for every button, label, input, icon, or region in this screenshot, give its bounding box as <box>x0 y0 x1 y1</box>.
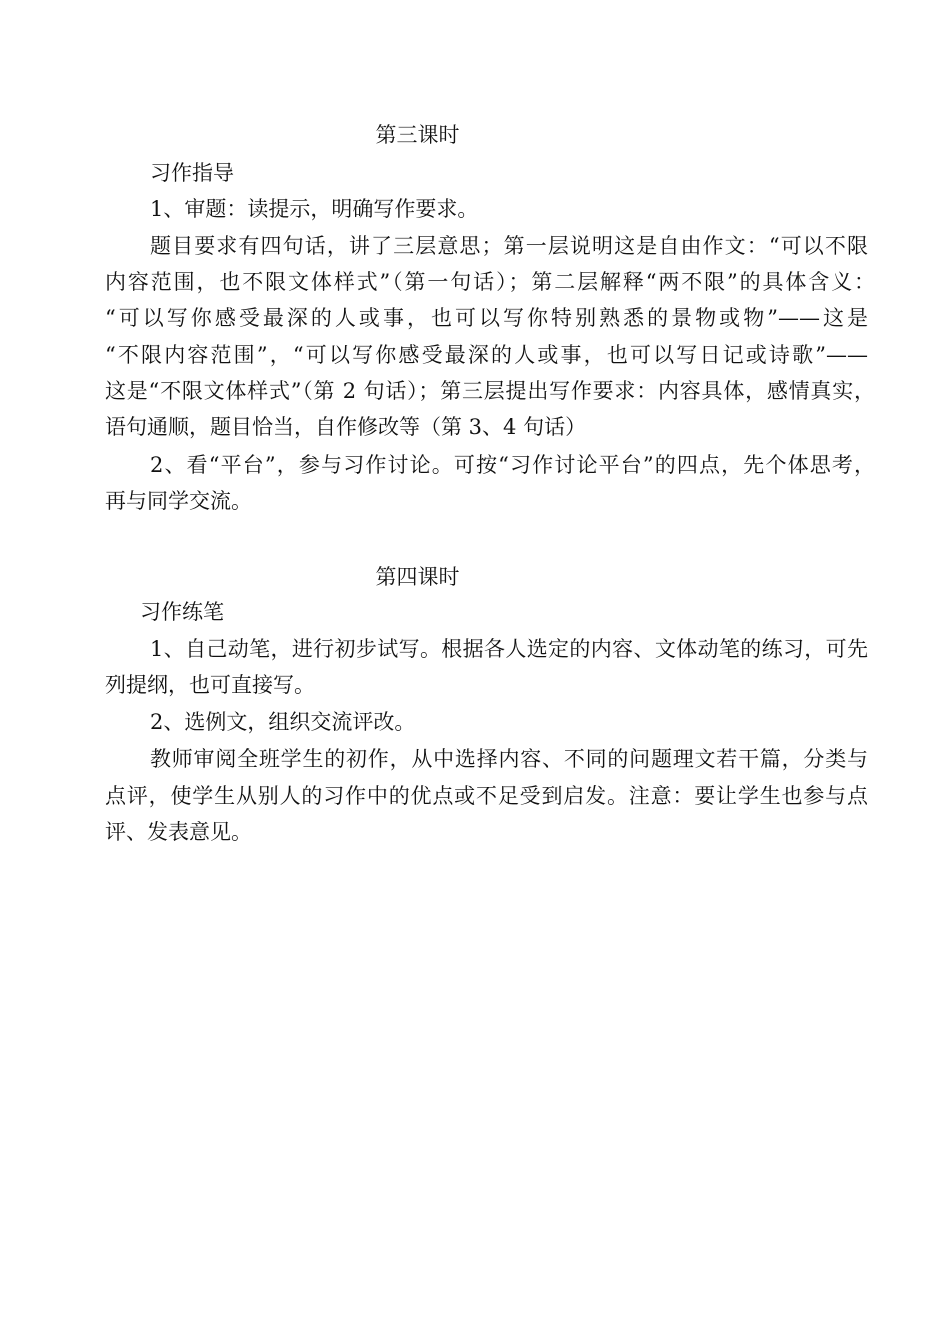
section4-subtitle: 习作练笔 <box>140 600 224 624</box>
section4-item2: 2、选例文，组织交流评改。 <box>150 710 416 734</box>
section3-para1-line3: “可以写你感受最深的人或事，也可以写你特别熟悉的景物或物”——这是 <box>105 306 868 330</box>
section3-para1-line6: 语句通顺，题目恰当，自作修改等（第 3、4 句话） <box>105 415 587 439</box>
section3-para1-line2: 内容范围，也不限文体样式”（第一句话）；第二层解释“两不限”的具体含义： <box>105 270 875 294</box>
section4-para1-line3: 评、发表意见。 <box>105 820 252 844</box>
section4-para1-line2: 点评，使学生从别人的习作中的优点或不足受到启发。注意：要让学生也参与点 <box>105 784 868 808</box>
section3-title: 第三课时 <box>375 123 460 147</box>
section4-item1-line2: 列提纲，也可直接写。 <box>105 673 315 697</box>
section3-subtitle: 习作指导 <box>150 161 234 185</box>
section3-item1: 1、审题：读提示，明确写作要求。 <box>150 197 479 221</box>
section4-item1-line1: 1、自己动笔，进行初步试写。根据各人选定的内容、文体动笔的练习，可先 <box>150 637 868 661</box>
section3-item2-line1: 2、看“平台”，参与习作讨论。可按“习作讨论平台”的四点，先个体思考， <box>150 453 875 477</box>
section3-para1-line4: “不限内容范围”，“可以写你感受最深的人或事，也可以写日记或诗歌”—— <box>105 343 868 367</box>
section4-title: 第四课时 <box>375 565 460 589</box>
section3-para1-line5: 这是“不限文体样式”（第 2 句话）；第三层提出写作要求：内容具体，感情真实， <box>105 379 875 403</box>
section4-para1-line1: 教师审阅全班学生的初作，从中选择内容、不同的问题理文若干篇，分类与 <box>150 747 868 771</box>
section3-item2-line2: 再与同学交流。 <box>105 489 252 513</box>
section3-para1-line1: 题目要求有四句话，讲了三层意思；第一层说明这是自由作文：“可以不限 <box>150 234 868 258</box>
